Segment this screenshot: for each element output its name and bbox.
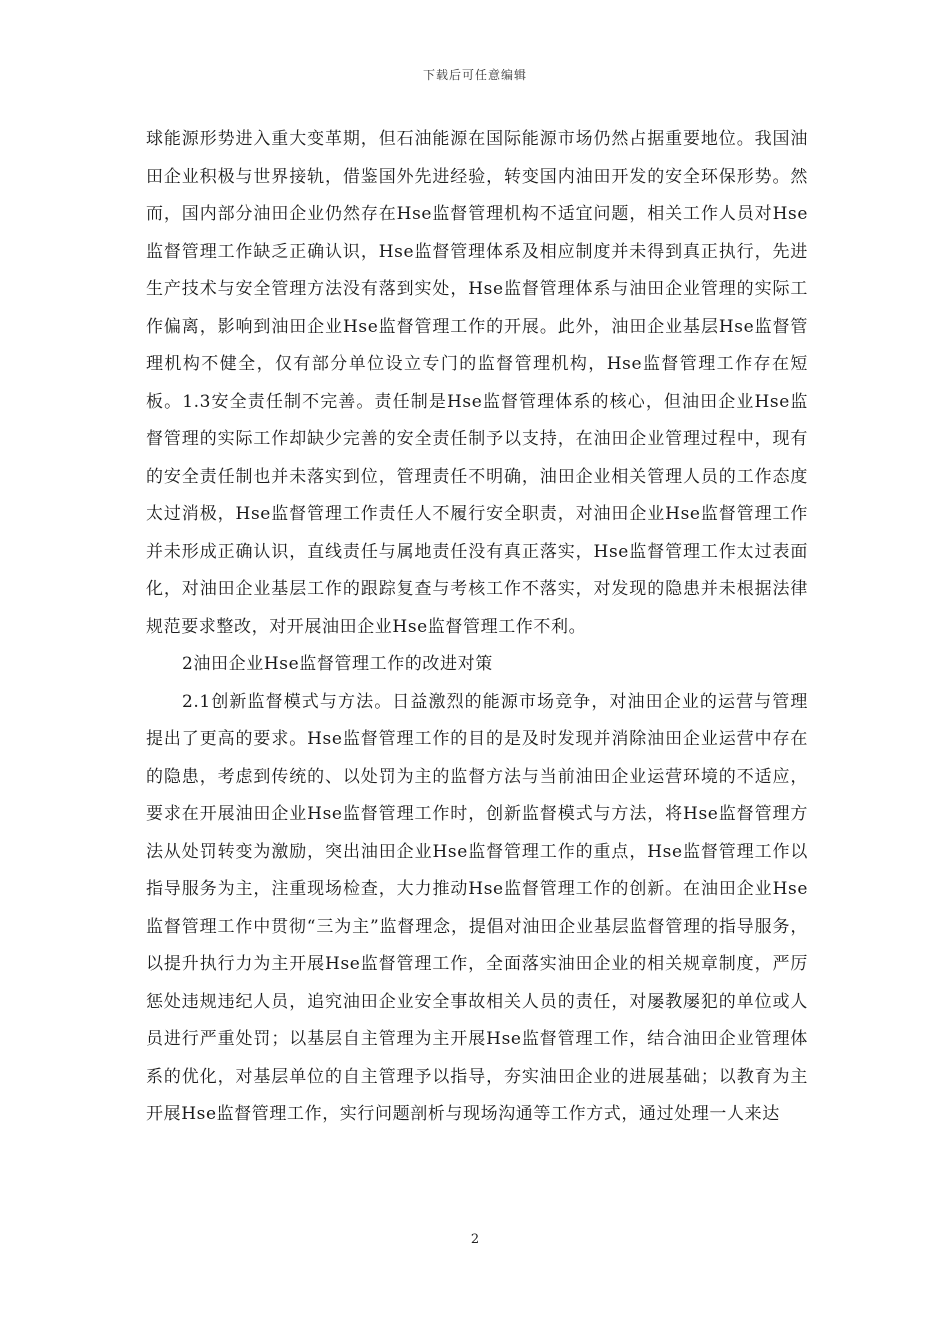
page-number: 2 bbox=[470, 1232, 480, 1247]
paragraph-innovation: 2.1创新监督模式与方法。日益激烈的能源市场竞争，对油田企业的运营与管理提出了更高的要求。Hse监督管理工作的目的是及时发现并消除油田企业运营中存在的隐患，考虑到传统的、以处罚为主的监督方法与当前油田企业运营环境的不适应，要求在开展油田企业Hse监督管理工作时，创新监督模式与方法，将Hse监督管理方法从处罚转变为激励，突出油田企业Hse监督管理工作的重点，Hse监督管理工作以指导服务为主，注重现场检查，大力推动Hse监督管理工作的创新。在油田企业Hse监督管理工作中贯彻“三为主”监督理念，提倡对油田企业基层监督管理的指导服务，以提升执行力为主开展Hse监督管理工作，全面落实油田企业的相关规章制度，严厉惩处违规违纪人员，追究油田企业安全事故相关人员的责任，对屡教屡犯的单位或人员进行严重处罚；以基层自主管理为主开展Hse监督管理工作，结合油田企业管理体系的优化，对基层单位的自主管理予以指导，夯实油田企业的进展基础；以教育为主开展Hse监督管理工作，实行问题剖析与现场沟通等工作方式，通过处理一人来达 bbox=[146, 691, 808, 1124]
header-download-note: 下载后可任意编辑 bbox=[422, 68, 527, 82]
document-body bbox=[146, 121, 808, 1134]
paragraph-continued: 球能源形势进入重大变革期，但石油能源在国际能源市场仍然占据重要地位。我国油田企业积极与世界接轨，借鉴国外先进经验，转变国内油田开发的安全环保形势。然而，国内部分油田企业仍然存在Hse监督管理机构不适宜问题，相关工作人员对Hse监督管理工作缺乏正确认识，Hse监督管理体系及相应制度并未得到真正执行，先进生产技术与安全管理方法没有落到实处，Hse监督管理体系与油田企业管理的实际工作偏离，影响到油田企业Hse监督管理工作的开展。此外，油田企业基层Hse监督管理机构不健全，仅有部分单位设立专门的监督管理机构，Hse监督管理工作存在短板。1.3安全责任制不完善。责任制是Hse监督管理体系的核心，但油田企业Hse监督管理的实际工作却缺少完善的安全责任制予以支持，在油田企业管理过程中，现有的安全责任制也并未落实到位，管理责任不明确，油田企业相关管理人员的工作态度太过消极，Hse监督管理工作责任人不履行安全职责，对油田企业Hse监督管理工作并未形成正确认识，直线责任与属地责任没有真正落实，Hse监督管理工作太过表面化，对油田企业基层工作的跟踪复查与考核工作不落实，对发现的隐患并未根据法律规范要求整改，对开展油田企业Hse监督管理工作不利。 bbox=[146, 129, 808, 637]
section-heading: 2油田企业Hse监督管理工作的改进对策 bbox=[182, 654, 493, 674]
